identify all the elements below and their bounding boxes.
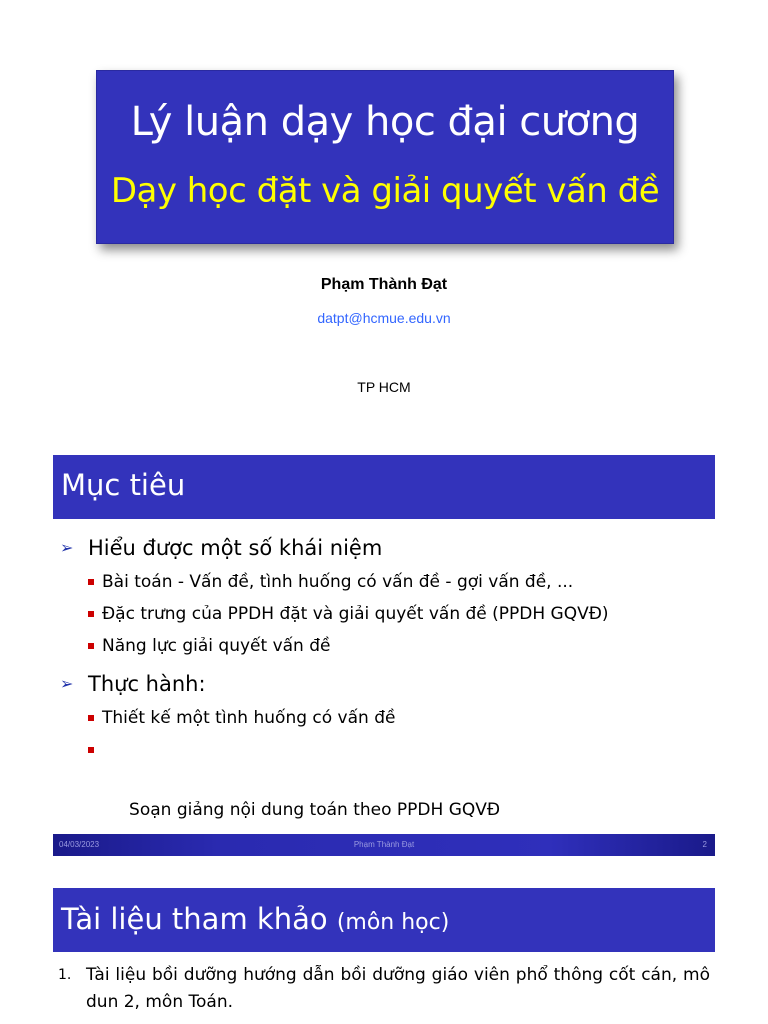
- author-email-link[interactable]: datpt@hcmue.edu.vn: [317, 310, 451, 326]
- sub-list-item-label: Năng lực giải quyết vấn đề: [102, 636, 331, 656]
- arrow-bullet-icon: ➢: [60, 538, 74, 557]
- title-banner: [96, 70, 674, 244]
- sub-list-item: [60, 567, 710, 599]
- author-name: Phạm Thành Đạt: [320, 276, 448, 293]
- footer-author: Phạm Thành Đạt: [353, 840, 415, 849]
- sub-list-item: [60, 599, 710, 631]
- reference-text: Tài liệu bồi dưỡng hướng dẫn bồi dưỡng giáo viên phổ thông cốt cán, mô dun 2, môn Toán.: [86, 965, 710, 1012]
- arrow-bullet-icon: ➢: [60, 674, 74, 693]
- sub-list-item-label: Thiết kế một tình huống có vấn đề: [102, 708, 396, 728]
- sub-list-item: [60, 703, 710, 735]
- references-list: [58, 962, 710, 1016]
- slide-subtitle: Dạy học đặt và giải quyết vấn đề: [110, 171, 660, 211]
- sub-list-item-label: Bài toán - Vấn đề, tình huống có vấn đề - gợi vấn đề, ...: [102, 572, 574, 592]
- list-item: [58, 962, 710, 1016]
- list-item: [60, 533, 710, 567]
- footer-page-number: 2: [702, 840, 707, 849]
- references-heading: [61, 902, 449, 936]
- list-number: 1.: [58, 967, 72, 983]
- title-slide: [0, 0, 768, 430]
- red-square-bullet-icon: [88, 715, 94, 721]
- slide-title: Lý luận dạy học đại cương: [130, 99, 640, 145]
- references-heading-main: Tài liệu tham khảo: [61, 902, 328, 936]
- sub-list-item: [60, 631, 710, 663]
- objectives-heading: Mục tiêu: [61, 468, 186, 502]
- location-text: TP HCM: [357, 379, 411, 395]
- objectives-heading-bar: [53, 455, 715, 519]
- footer-date: 04/03/2023: [59, 840, 100, 849]
- red-square-bullet-icon: [88, 579, 94, 585]
- red-square-bullet-icon: [88, 611, 94, 617]
- sub-list-item-label: Soạn giảng nội dung toán theo PPDH GQVĐ: [123, 800, 501, 820]
- slide-footer: [53, 834, 715, 856]
- red-square-bullet-icon: [88, 643, 94, 649]
- sub-list-item: [60, 735, 710, 820]
- red-square-bullet-icon: [88, 747, 94, 753]
- references-heading-bar: [53, 888, 715, 952]
- list-item-label: Hiểu được một số khái niệm: [88, 536, 383, 560]
- references-heading-note: (môn học): [336, 910, 450, 935]
- sub-list-item-label: Đặc trưng của PPDH đặt và giải quyết vấn đề (PPDH GQVĐ): [102, 604, 609, 624]
- objectives-list: [60, 533, 710, 820]
- list-item-label: Thực hành:: [88, 672, 206, 696]
- list-item: [60, 669, 710, 703]
